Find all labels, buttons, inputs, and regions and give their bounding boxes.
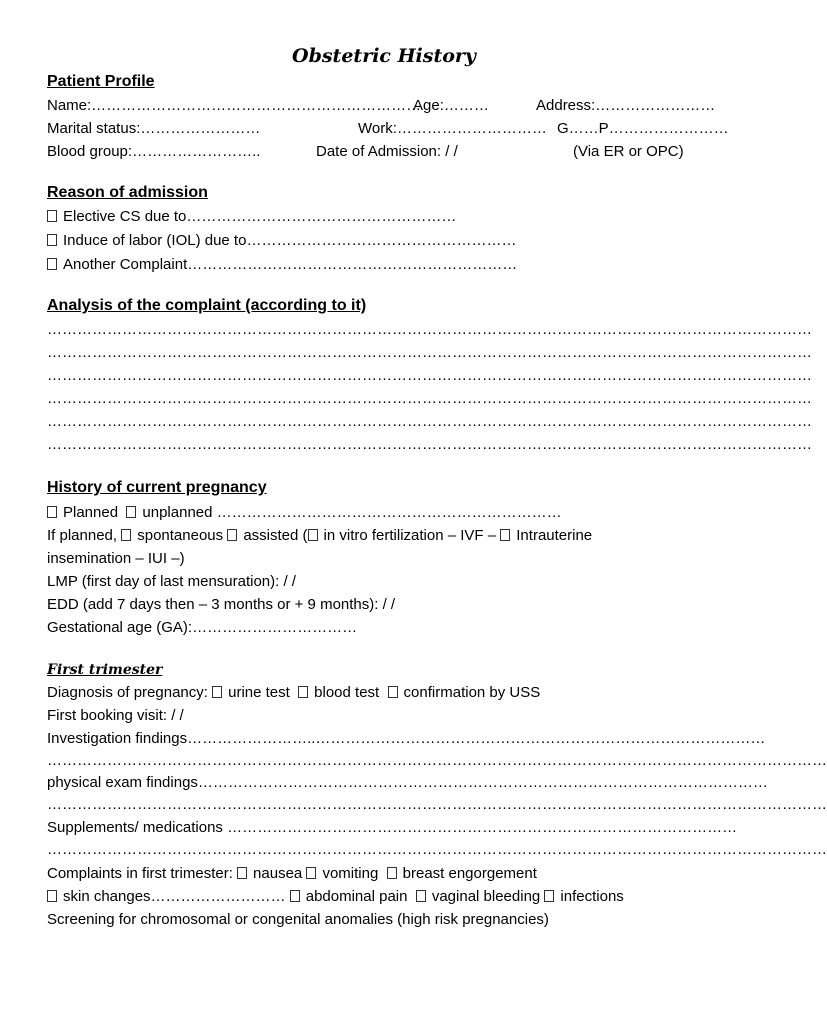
reason-option-iol: Induce of labor (IOL) due to………………………………………………	[47, 232, 516, 250]
dotted-line: …………………………………………………………………………………………………………………………………………	[47, 796, 827, 813]
analysis-line: ………………………………………………………………………………………………………………………………………	[47, 344, 812, 361]
blood-group-field: Blood group:……………………..	[47, 143, 261, 160]
analysis-line: ………………………………………………………………………………………………………………………………………	[47, 436, 812, 453]
checkbox	[47, 506, 57, 518]
gravida-para-field: G……P……………………	[557, 120, 729, 137]
checkbox	[416, 890, 426, 902]
checkbox	[47, 210, 57, 222]
work-field: Work:…………………………	[358, 120, 547, 137]
name-field: Name:…………………………………………………………	[47, 97, 422, 114]
dotted-line: …………………………………………………………………………………………………………………………………………	[47, 841, 827, 858]
if-planned-line: If planned, spontaneous assisted ( in vitro fertilization – IVF – Intrauterine	[47, 527, 593, 544]
checkbox	[298, 686, 308, 698]
checkbox	[387, 867, 397, 879]
checkbox	[126, 506, 136, 518]
checkbox	[306, 867, 316, 879]
marital-status-field: Marital status:……………………	[47, 120, 261, 137]
investigation-field: Investigation findings……………………..………………………………………………………………………………	[47, 730, 766, 747]
checkbox	[388, 686, 398, 698]
analysis-line: ………………………………………………………………………………………………………………………………………	[47, 367, 812, 384]
checkbox	[237, 867, 247, 879]
edd-field: EDD (add 7 days then – 3 months or + 9 months): / /	[47, 596, 396, 613]
patient-profile-heading: Patient Profile	[47, 73, 155, 90]
lmp-field: LMP (first day of last mensuration): / /	[47, 573, 296, 590]
complaints-line: Complaints in first trimester: nausea vomiting breast engorgement	[47, 865, 537, 882]
admission-date-field: Date of Admission: / /	[316, 143, 458, 160]
checkbox	[47, 258, 57, 270]
booking-visit-field: First booking visit: / /	[47, 707, 184, 724]
iui-line: insemination – IUI –)	[47, 550, 185, 567]
address-field: Address:……………………	[536, 97, 716, 114]
checkbox	[290, 890, 300, 902]
checkbox	[227, 529, 237, 541]
physical-exam-field: physical exam findings……………………………………………………………………………………………………	[47, 774, 768, 791]
checkbox	[47, 234, 57, 246]
planned-line: Planned unplanned ……………………………………………………………	[47, 504, 562, 522]
checkbox	[121, 529, 131, 541]
analysis-line: ………………………………………………………………………………………………………………………………………	[47, 390, 812, 407]
checkbox	[544, 890, 554, 902]
via-note: (Via ER or OPC)	[573, 143, 684, 160]
supplements-field: Supplements/ medications …………………………………………………………………………………………	[47, 819, 738, 836]
analysis-line: ………………………………………………………………………………………………………………………………………	[47, 321, 812, 338]
gestational-age-field: Gestational age (GA):……………………………	[47, 619, 358, 636]
dotted-line: …………………………………………………………………………………………………………………………………………	[47, 752, 827, 769]
screening-line: Screening for chromosomal or congenital anomalies (high risk pregnancies)	[47, 911, 549, 928]
page-title: Obstetric History	[292, 45, 476, 67]
checkbox	[212, 686, 222, 698]
complaints-line-2: skin changes……………………… abdominal pain vaginal bleeding infections	[47, 888, 624, 906]
current-pregnancy-heading: History of current pregnancy	[47, 479, 267, 496]
checkbox	[500, 529, 510, 541]
first-trimester-heading: First trimester	[47, 662, 163, 678]
analysis-heading: Analysis of the complaint (according to it)	[47, 297, 367, 314]
age-field: Age:………	[413, 97, 489, 114]
checkbox	[308, 529, 318, 541]
reason-heading: Reason of admission	[47, 184, 208, 201]
checkbox	[47, 890, 57, 902]
analysis-line: ………………………………………………………………………………………………………………………………………	[47, 413, 812, 430]
diagnosis-line: Diagnosis of pregnancy: urine test blood test confirmation by USS	[47, 684, 541, 701]
reason-option-elective-cs: Elective CS due to………………………………………………	[47, 208, 456, 226]
reason-option-other: Another Complaint…………………………………………………………	[47, 256, 517, 274]
